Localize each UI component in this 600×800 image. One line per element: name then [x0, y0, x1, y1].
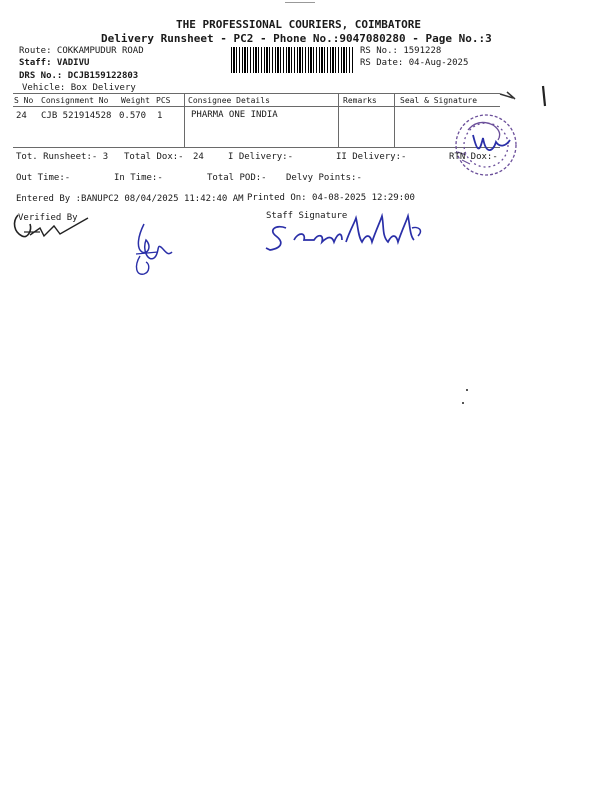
ii-delivery: II Delivery:- — [336, 152, 407, 162]
table-divider — [184, 93, 185, 148]
total-dox-value: 24 — [193, 152, 204, 162]
route-text: Route: COKKAMPUDUR ROAD — [19, 46, 144, 56]
out-time: Out Time:- — [16, 173, 71, 183]
tot-runsheet: Tot. Runsheet:- 3 — [16, 152, 109, 162]
scan-speck — [466, 389, 468, 391]
company-title: THE PROFESSIONAL COURIERS, COIMBATORE — [176, 18, 422, 31]
table-header-border — [13, 106, 500, 107]
cell-consignment: CJB 521914528 — [41, 111, 112, 121]
delvy-points: Delvy Points:- — [286, 173, 362, 183]
barcode — [231, 47, 353, 73]
col-header-pcs: PCS — [156, 96, 171, 105]
total-pod: Total POD:- — [207, 173, 267, 183]
col-header-seal: Seal & Signature — [400, 96, 478, 105]
cell-pcs: 1 — [157, 111, 163, 121]
cell-weight: 0.570 — [119, 111, 147, 121]
i-delivery: I Delivery:- — [228, 152, 294, 162]
vehicle-text: Vehicle: Box Delivery — [22, 83, 136, 93]
col-header-sno: S No — [14, 96, 34, 105]
top-scan-mark — [285, 2, 315, 3]
drs-number: DRS No.: DCJB159122803 — [19, 71, 139, 81]
table-divider — [338, 93, 339, 148]
col-header-consignee: Consignee Details — [188, 96, 270, 105]
table-top-border — [13, 93, 500, 94]
initial-signature — [132, 222, 177, 280]
col-header-consignment: Consignment No — [41, 96, 109, 105]
col-header-weight: Weight — [121, 96, 150, 105]
staff-signature — [262, 214, 427, 256]
table-divider — [394, 93, 395, 148]
in-time: In Time:- — [114, 173, 163, 183]
entered-by: Entered By :BANUPC2 08/04/2025 11:42:40 AM — [16, 194, 244, 204]
rs-date: RS Date: 04-Aug-2025 — [360, 58, 469, 68]
scan-speck — [462, 402, 464, 404]
col-header-remarks: Remarks — [343, 96, 377, 105]
total-dox-label: Total Dox:- — [124, 152, 184, 162]
seal-stamp — [448, 100, 528, 190]
cell-sno: 24 — [16, 111, 27, 121]
printed-on: Printed On: 04-08-2025 12:29:00 — [247, 193, 415, 203]
staff-text: Staff: VADIVU — [19, 58, 90, 68]
cell-consignee: PHARMA ONE INDIA — [191, 110, 278, 120]
table-bottom-border — [13, 147, 500, 148]
rs-number: RS No.: 1591228 — [360, 46, 442, 56]
rtn-dox: RTN Dox:- — [449, 152, 498, 162]
verifier-signature — [10, 210, 95, 245]
runsheet-title: Delivery Runsheet - PC2 - Phone No.:9047080280 - Page No.:3 — [101, 32, 492, 45]
staff-signature-label: Staff Signature — [266, 211, 348, 221]
verified-by-label: Verified By — [18, 213, 78, 223]
